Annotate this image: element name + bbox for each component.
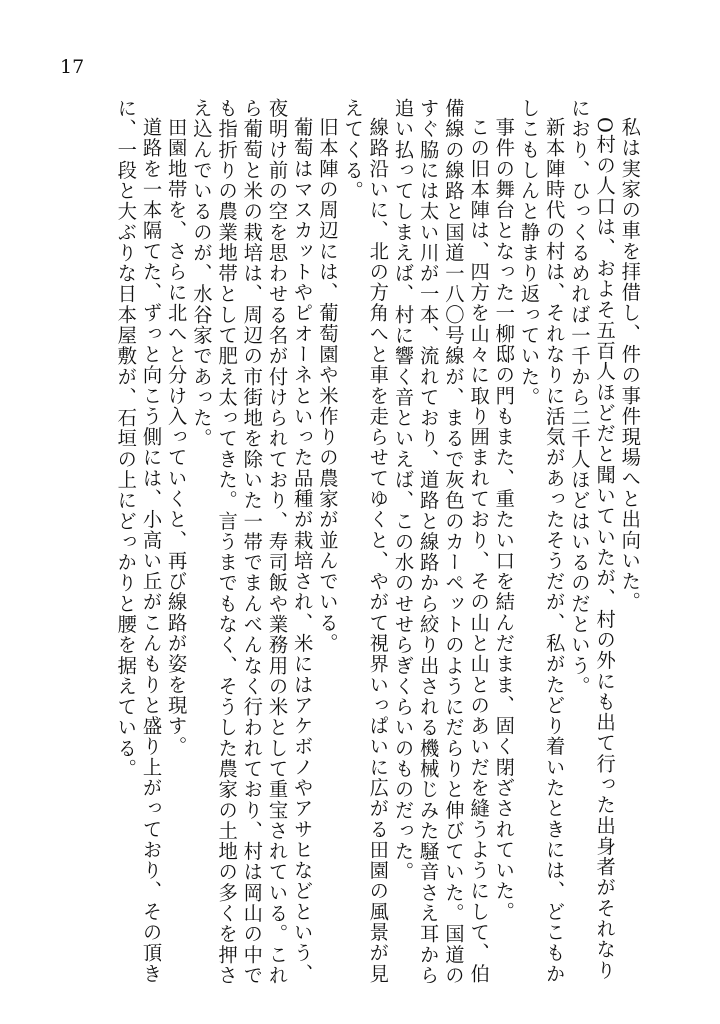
text-line: 事件の舞台となった一柳邸の門もまた、重たい口を結んだまま、固く閉ざされていた。 xyxy=(492,117,516,923)
vertical-text-block xyxy=(82,98,642,986)
text-line: えてくる。 xyxy=(341,98,365,202)
text-line: 追い払ってしまえば、村に響く音といえば、この水のせせらぎくらいのものだった。 xyxy=(391,98,415,883)
text-line: 備線の線路と国道一八〇号線が、まるで灰色のカーペットのようにだらりと伸びていた。国道の xyxy=(441,98,465,986)
text-line: 線路沿いに、北の方角へと車を走らせてゆくと、やがて視界いっぱいに広がる田園の風景が見 xyxy=(366,117,390,985)
text-line: この旧本陣は、四方を山々に取り囲まれており、その山と山とのあいだを縫うようにして、伯 xyxy=(467,117,491,985)
text-line: 田園地帯を、さらに北へと分け入っていくと、再び線路が姿を現す。 xyxy=(164,117,188,758)
text-line: におり、ひっくるめれば一千から二千人ほどはいるのだという。 xyxy=(567,98,591,697)
text-line: ら葡萄と米の栽培は、周辺の市街地を除いた一帯でまんべんなく行われており、村は岡山の中で xyxy=(240,98,264,986)
text-line: すぐ脇には太い川が一本、流れており、道路と線路から絞り出される機械じみた騒音さえ耳から xyxy=(416,98,440,986)
page-number: 17 xyxy=(60,56,85,78)
text-line: に、一段と大ぶりな日本屋敷が、石垣の上にどっかりと腰を据えている。 xyxy=(114,98,138,780)
text-line: 旧本陣の周辺には、葡萄園や米作りの農家が並んでいる。 xyxy=(315,117,339,654)
text-line: 道路を一本隔てた、ずっと向こう側には、小高い丘がこんもりと盛り上がっており、その頂き xyxy=(139,117,163,985)
text-line: 私は実家の車を拝借し、件の事件現場へと出向いた。 xyxy=(618,117,642,613)
text-line: も指折りの農業地帯として肥え太ってきた。言うまでもなく、そうした農家の土地の多くを押さ xyxy=(215,98,239,986)
text-line: 葡萄はマスカットやピオーネといった品種が栽培され、米にはアケボノやアサヒなどという、 xyxy=(290,117,314,985)
text-line: 新本陣時代の村は、それなりに活気があったそうだが、私がたどり着いたときには、どこもか xyxy=(542,117,566,985)
text-line: え込んでいるのが、水谷家であった。 xyxy=(189,98,213,449)
text-line: 夜明け前の空を思わせる名が付けられており、寿司飯や業務用の米として重宝されている。これ xyxy=(265,98,289,986)
text-line: О村の人口は、およそ五百人ほどだと聞いていたが、村の外にも出て行った出身者がそれなり xyxy=(593,117,617,981)
text-line: しこもしんと静まり返っていた。 xyxy=(517,98,541,408)
